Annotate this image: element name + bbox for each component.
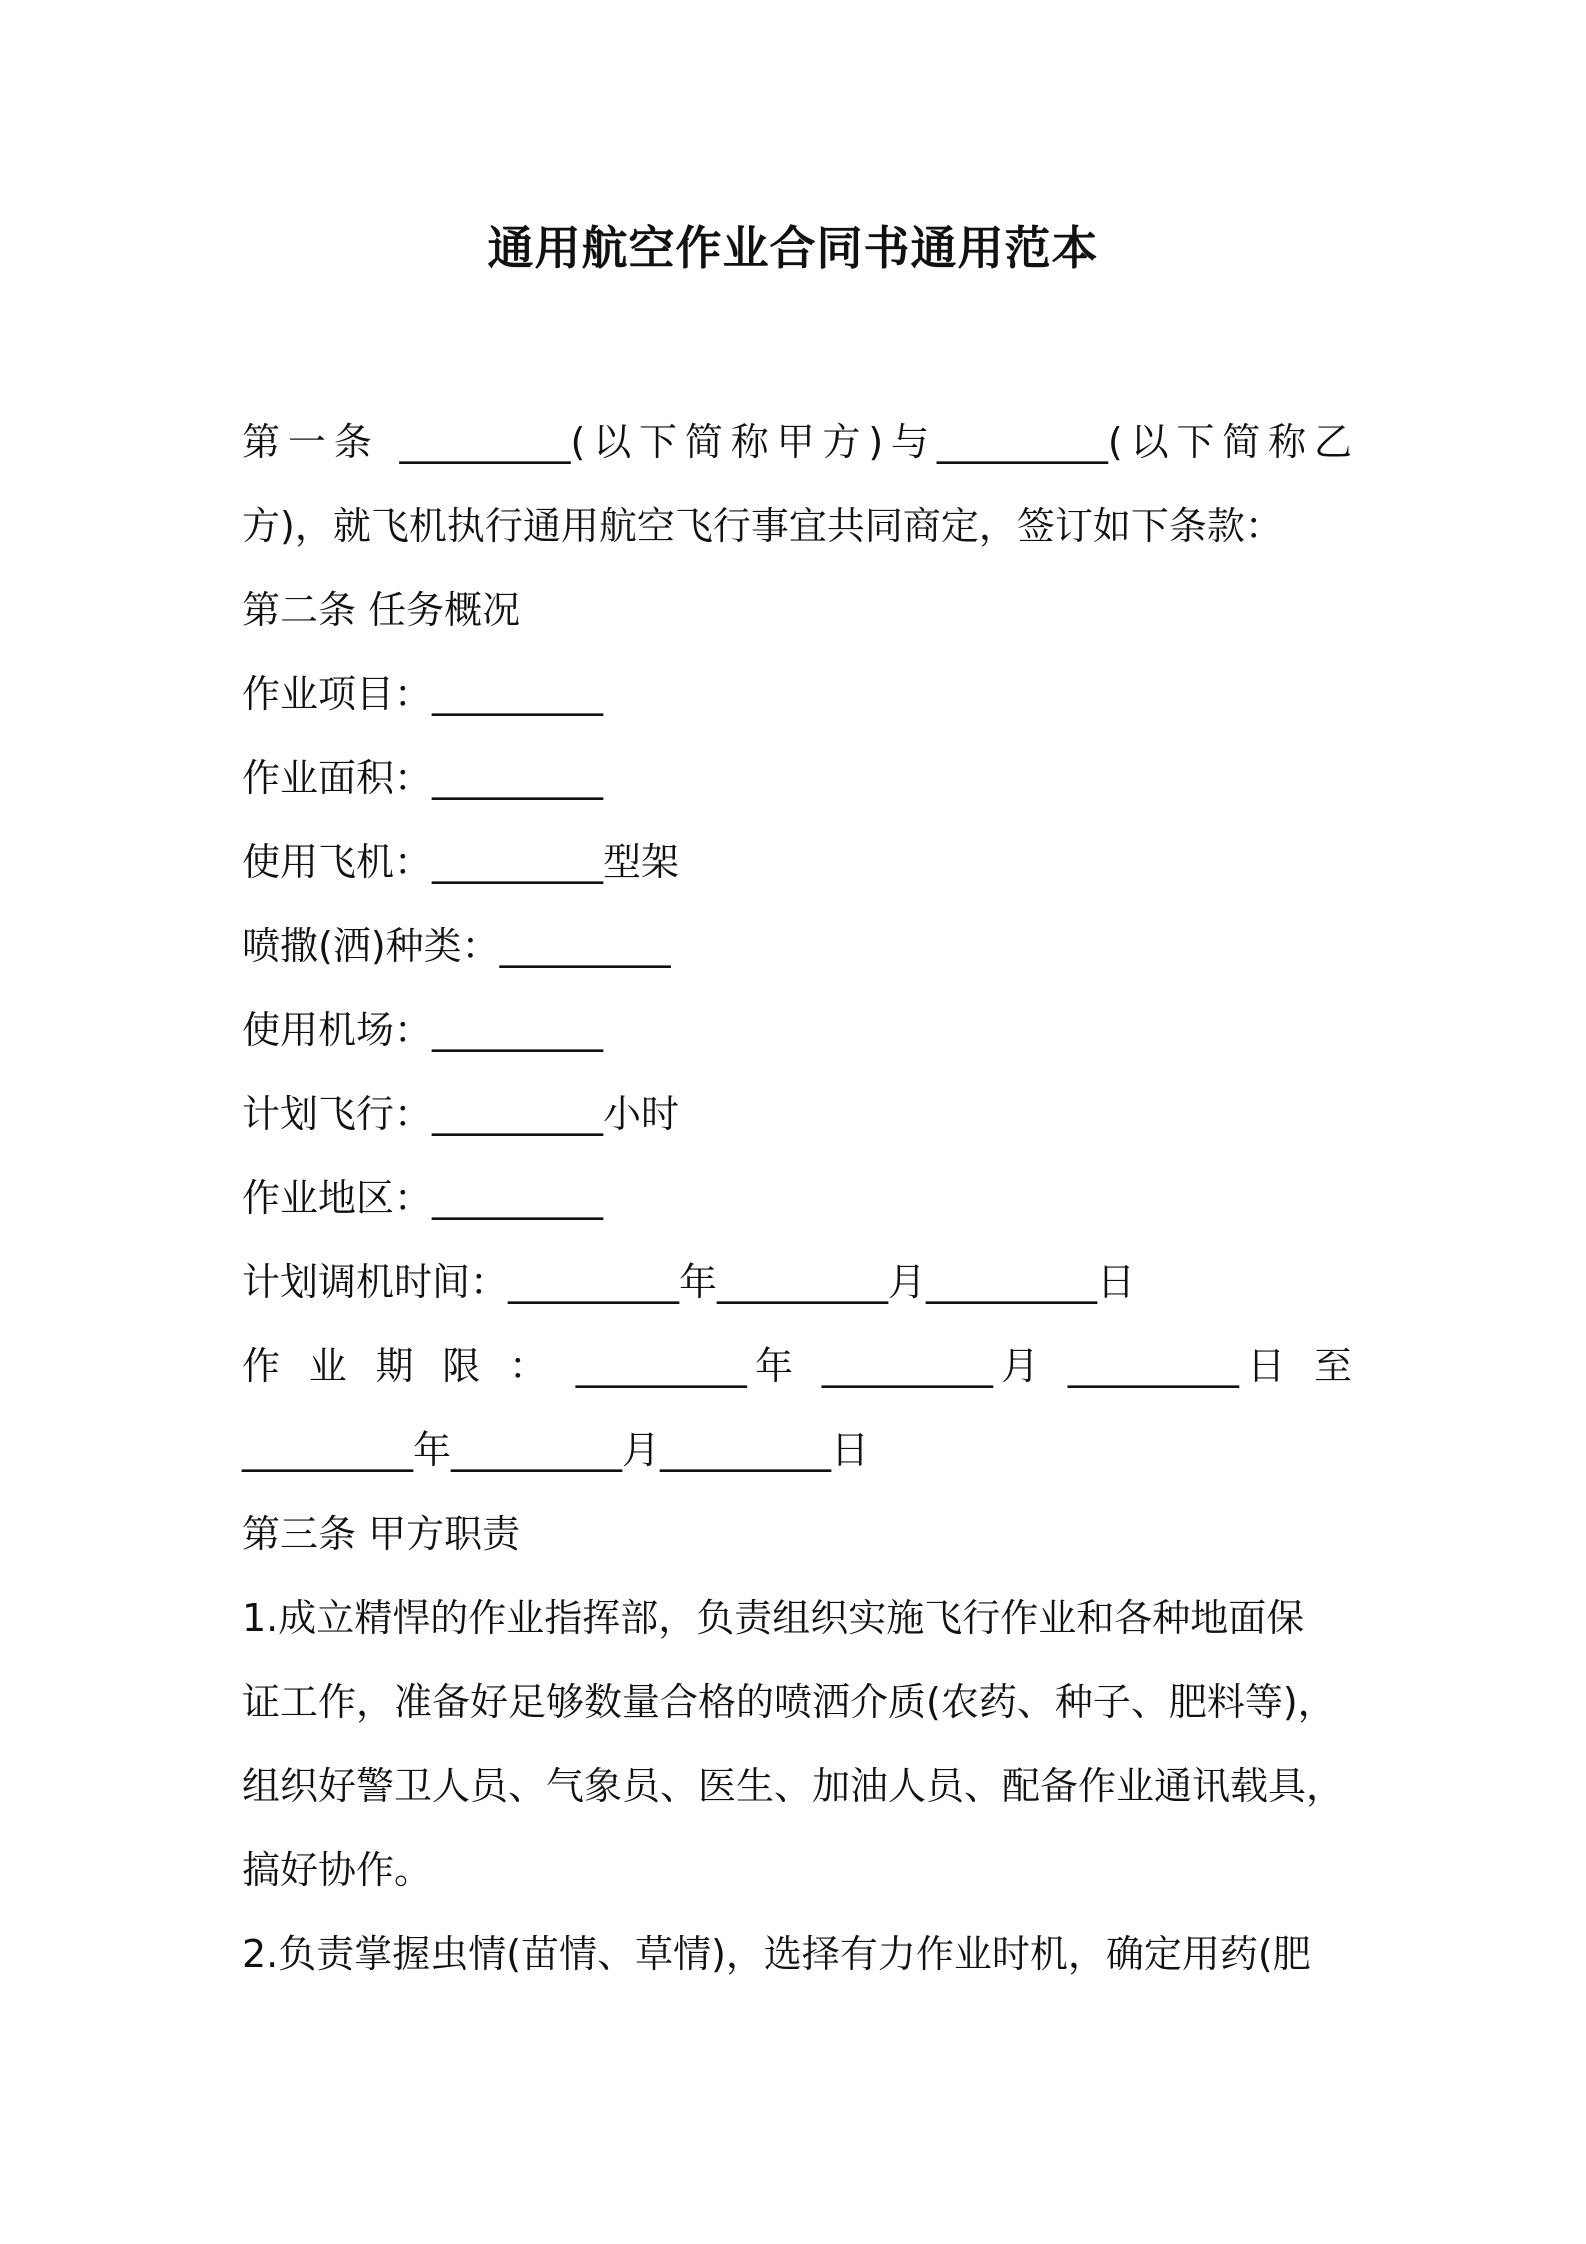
clause-2-line-1: 2.负责掌握虫情(苗情、草情)，选择有力作业时机，确定用药(肥 — [242, 1932, 1311, 1976]
article-2-heading: 第二条 任务概况 — [242, 588, 521, 632]
field-aircraft: 使用飞机：_________型架 — [242, 840, 680, 884]
field-work-item: 作业项目：_________ — [242, 672, 604, 716]
work-period-line-1: 作 业 期 限 ： _________年 _________月 _________日 至 — [242, 1344, 1352, 1388]
clause-1-line-4: 搞好协作。 — [242, 1848, 433, 1892]
field-work-area: 作业面积：_________ — [242, 756, 604, 800]
document-title: 通用航空作业合同书通用范本 — [487, 221, 1099, 275]
field-planned-hours: 计划飞行：_________小时 — [242, 1092, 680, 1136]
field-airport: 使用机场：_________ — [242, 1008, 604, 1052]
field-spray-type: 喷撒(洒)种类：_________ — [242, 924, 671, 968]
article-1-line-1: 第一条 _________(以下简称甲方)与_________(以下简称乙 — [242, 420, 1352, 464]
clause-1-line-1: 1.成立精悍的作业指挥部，负责组织实施飞行作业和各种地面保 — [242, 1596, 1305, 1640]
article-1-line-2: 方)，就飞机执行通用航空飞行事宜共同商定，签订如下条款： — [242, 504, 1283, 548]
clause-1-line-2: 证工作，准备好足够数量合格的喷洒介质(农药、种子、肥料等)， — [242, 1680, 1336, 1724]
article-3-heading: 第三条 甲方职责 — [242, 1512, 521, 1556]
field-transfer-time: 计划调机时间：_________年_________月_________日 — [242, 1260, 1136, 1304]
clause-1-line-3: 组织好警卫人员、气象员、医生、加油人员、配备作业通讯载具， — [242, 1764, 1345, 1808]
field-work-region: 作业地区：_________ — [242, 1176, 604, 1220]
work-period-line-2: _________年_________月_________日 — [242, 1428, 870, 1472]
document-body — [242, 400, 1352, 1996]
